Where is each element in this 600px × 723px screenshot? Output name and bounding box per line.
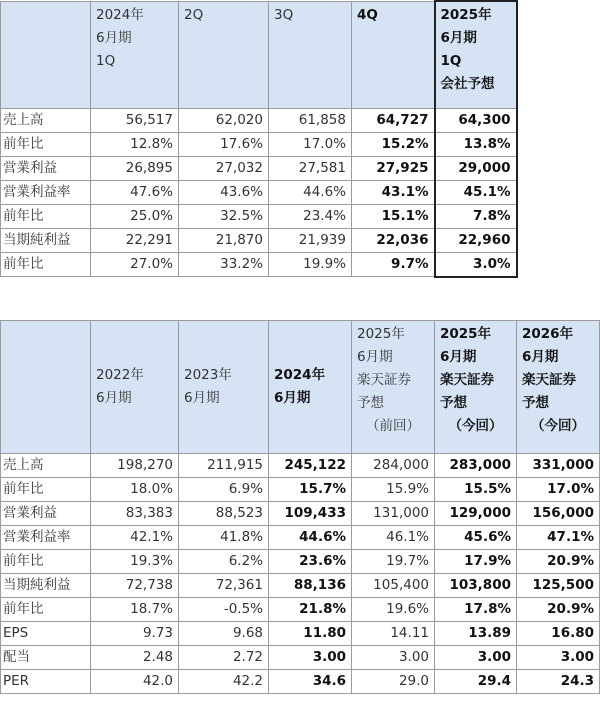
cell: 32.5% [179, 204, 269, 228]
table-row [1, 180, 517, 204]
cell: 3.00 [435, 646, 517, 670]
header-cell: 2025年 6月期 楽天証券 予想 （今回） [435, 321, 517, 454]
cell: 284,000 [352, 454, 435, 478]
cell: 9.68 [179, 622, 269, 646]
cell: 12.8% [91, 132, 179, 156]
header-corner [1, 321, 91, 454]
header-cell: 3Q [269, 1, 352, 108]
cell: 64,727 [352, 108, 435, 132]
cell: 15.2% [352, 132, 435, 156]
cell: 20.9% [517, 598, 600, 622]
cell: 283,000 [435, 454, 517, 478]
row-label: 営業利益 [1, 502, 91, 526]
header-cell: 2022年 6月期 [91, 321, 179, 454]
cell: 83,383 [91, 502, 179, 526]
cell: 6.2% [179, 550, 269, 574]
cell: 9.73 [91, 622, 179, 646]
row-label: 前年比 [1, 550, 91, 574]
header-cell: 4Q [352, 1, 435, 108]
cell: 2.48 [91, 646, 179, 670]
table-row [1, 478, 600, 502]
cell: 72,361 [179, 574, 269, 598]
cell: 33.2% [179, 252, 269, 277]
cell: 29.4 [435, 670, 517, 694]
cell: 17.6% [179, 132, 269, 156]
table-row [1, 204, 517, 228]
row-label: PER [1, 670, 91, 694]
table-row [1, 502, 600, 526]
table-row [1, 228, 517, 252]
row-label: 前年比 [1, 132, 91, 156]
header-cell: 2Q [179, 1, 269, 108]
cell: 62,020 [179, 108, 269, 132]
table-row [1, 622, 600, 646]
table-row [1, 670, 600, 694]
cell: 42.1% [91, 526, 179, 550]
cell: 45.6% [435, 526, 517, 550]
table-row [1, 598, 600, 622]
cell: 72,738 [91, 574, 179, 598]
cell: 42.2 [179, 670, 269, 694]
cell: 21,939 [269, 228, 352, 252]
cell: 22,960 [435, 228, 517, 252]
cell: 88,136 [269, 574, 352, 598]
cell: 19.9% [269, 252, 352, 277]
quarterly-results-table [0, 0, 518, 278]
table-row [1, 132, 517, 156]
cell: 56,517 [91, 108, 179, 132]
cell: 2.72 [179, 646, 269, 670]
cell: 15.9% [352, 478, 435, 502]
row-label: 前年比 [1, 204, 91, 228]
cell: 16.80 [517, 622, 600, 646]
cell: 19.6% [352, 598, 435, 622]
cell: 15.7% [269, 478, 352, 502]
cell: 45.1% [435, 180, 517, 204]
cell: 3.0% [435, 252, 517, 277]
cell: 18.7% [91, 598, 179, 622]
cell: 17.9% [435, 550, 517, 574]
cell: -0.5% [179, 598, 269, 622]
cell: 61,858 [269, 108, 352, 132]
cell: 24.3 [517, 670, 600, 694]
cell: 44.6% [269, 180, 352, 204]
row-label: 営業利益率 [1, 526, 91, 550]
cell: 34.6 [269, 670, 352, 694]
row-label: EPS [1, 622, 91, 646]
header-cell: 2023年 6月期 [179, 321, 269, 454]
cell: 23.4% [269, 204, 352, 228]
cell: 29,000 [435, 156, 517, 180]
cell: 43.1% [352, 180, 435, 204]
table-row [1, 156, 517, 180]
cell: 26,895 [91, 156, 179, 180]
row-label: 前年比 [1, 598, 91, 622]
header-cell: 2024年 6月期 1Q [91, 1, 179, 108]
cell: 21.8% [269, 598, 352, 622]
header-cell: 2026年 6月期 楽天証券 予想 （今回） [517, 321, 600, 454]
cell: 41.8% [179, 526, 269, 550]
cell: 15.1% [352, 204, 435, 228]
cell: 14.11 [352, 622, 435, 646]
cell: 7.8% [435, 204, 517, 228]
header-cell: 2025年 6月期 楽天証券 予想 （前回） [352, 321, 435, 454]
cell: 22,036 [352, 228, 435, 252]
cell: 103,800 [435, 574, 517, 598]
cell: 109,433 [269, 502, 352, 526]
cell: 47.1% [517, 526, 600, 550]
cell: 27,581 [269, 156, 352, 180]
row-label: 前年比 [1, 252, 91, 277]
cell: 17.0% [517, 478, 600, 502]
cell: 43.6% [179, 180, 269, 204]
cell: 21,870 [179, 228, 269, 252]
cell: 23.6% [269, 550, 352, 574]
annual-forecast-table [0, 320, 600, 694]
row-label: 営業利益率 [1, 180, 91, 204]
cell: 245,122 [269, 454, 352, 478]
cell: 27,925 [352, 156, 435, 180]
cell: 29.0 [352, 670, 435, 694]
cell: 13.89 [435, 622, 517, 646]
cell: 105,400 [352, 574, 435, 598]
cell: 47.6% [91, 180, 179, 204]
row-label: 当期純利益 [1, 574, 91, 598]
table-row [1, 646, 600, 670]
cell: 17.0% [269, 132, 352, 156]
cell: 27,032 [179, 156, 269, 180]
cell: 11.80 [269, 622, 352, 646]
cell: 156,000 [517, 502, 600, 526]
cell: 211,915 [179, 454, 269, 478]
row-label: 売上高 [1, 108, 91, 132]
row-label: 前年比 [1, 478, 91, 502]
row-label: 配当 [1, 646, 91, 670]
cell: 19.7% [352, 550, 435, 574]
cell: 331,000 [517, 454, 600, 478]
cell: 44.6% [269, 526, 352, 550]
cell: 42.0 [91, 670, 179, 694]
cell: 17.8% [435, 598, 517, 622]
cell: 15.5% [435, 478, 517, 502]
cell: 198,270 [91, 454, 179, 478]
cell: 131,000 [352, 502, 435, 526]
table-row [1, 550, 600, 574]
table-row [1, 108, 517, 132]
cell: 20.9% [517, 550, 600, 574]
cell: 6.9% [179, 478, 269, 502]
cell: 88,523 [179, 502, 269, 526]
cell: 27.0% [91, 252, 179, 277]
table-row [1, 574, 600, 598]
header-cell: 2025年 6月期 1Q 会社予想 [435, 1, 517, 108]
cell: 64,300 [435, 108, 517, 132]
cell: 125,500 [517, 574, 600, 598]
row-label: 当期純利益 [1, 228, 91, 252]
cell: 46.1% [352, 526, 435, 550]
cell: 3.00 [352, 646, 435, 670]
cell: 13.8% [435, 132, 517, 156]
table-row [1, 252, 517, 277]
header-cell: 2024年 6月期 [269, 321, 352, 454]
cell: 22,291 [91, 228, 179, 252]
cell: 9.7% [352, 252, 435, 277]
table-row [1, 526, 600, 550]
cell: 3.00 [517, 646, 600, 670]
cell: 25.0% [91, 204, 179, 228]
cell: 129,000 [435, 502, 517, 526]
cell: 18.0% [91, 478, 179, 502]
table-row [1, 454, 600, 478]
cell: 3.00 [269, 646, 352, 670]
header-corner [1, 1, 91, 108]
row-label: 売上高 [1, 454, 91, 478]
cell: 19.3% [91, 550, 179, 574]
row-label: 営業利益 [1, 156, 91, 180]
